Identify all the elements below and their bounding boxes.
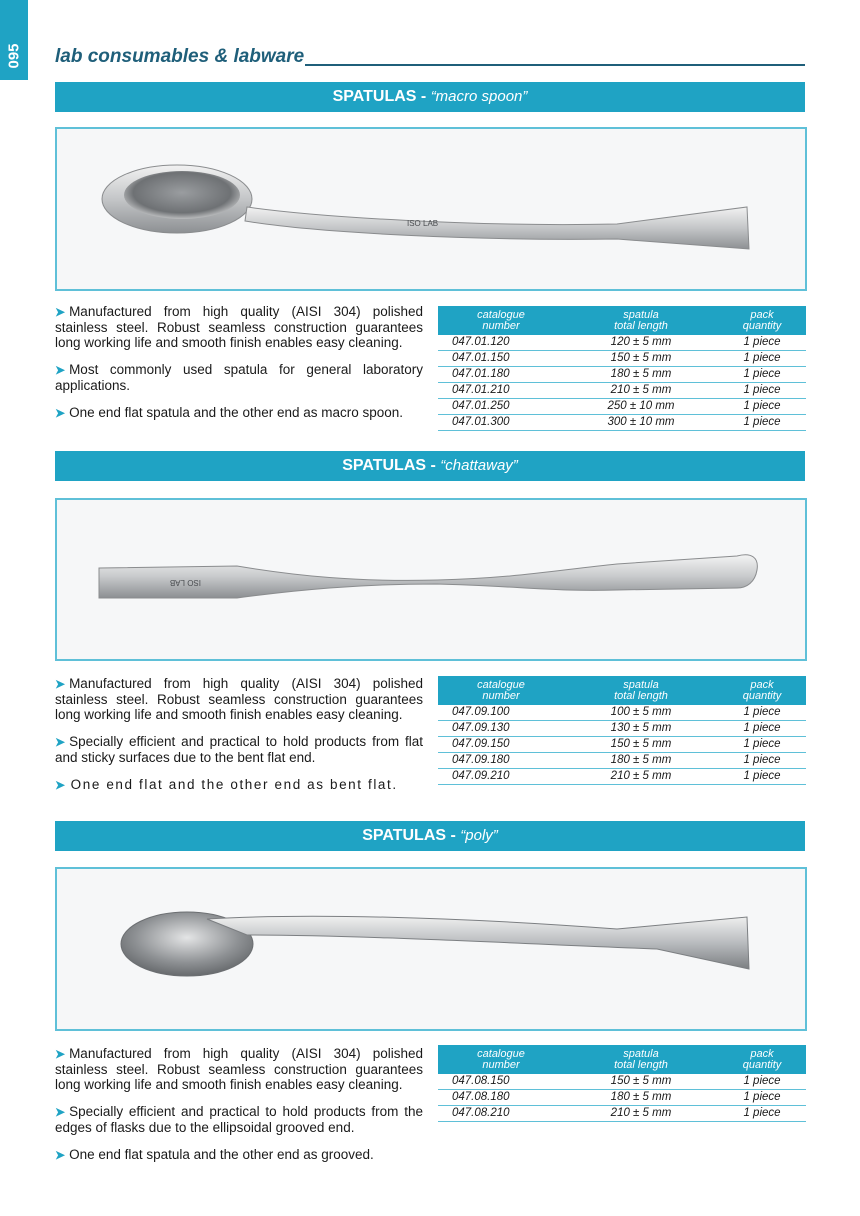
section-separator: - [416,88,431,105]
bullet-arrow-icon: ➤ [55,778,67,792]
bullet-arrow-icon: ➤ [55,406,66,420]
header-catalogue: catalogue number [438,1045,564,1074]
engraving-text: ISO LAB [169,578,201,587]
table-header-row [438,676,806,705]
header-length: spatula total length [564,306,718,335]
table-row: 047.09.180 180 ± 5 mm 1 piece [438,753,806,769]
section-name: SPATULAS [332,88,417,105]
section-heading-poly [55,821,805,851]
table-row: 047.08.180 180 ± 5 mm 1 piece [438,1090,806,1106]
header-pack: pack quantity [718,676,806,705]
product-photo-poly [55,867,807,1031]
spec-table-macro-spoon [438,306,806,431]
header-pack: pack quantity [718,306,806,335]
feature-item: ➤ Most commonly used spatula for general laboratory applications. [55,362,423,393]
chattaway-spatula-illustration [57,500,805,659]
table-row: 047.01.300 300 ± 10 mm 1 piece [438,415,806,431]
feature-item: ➤ Manufactured from high quality (AISI 304) polished stainless steel. Robust seamless construction guarantees long working life and smooth finish enables easy cleaning. [55,304,423,350]
bullet-arrow-icon: ➤ [55,1148,66,1162]
feature-list-macro-spoon [55,304,423,433]
bullet-arrow-icon: ➤ [55,735,66,749]
table-header-row [438,306,806,335]
section-variant: “poly” [460,827,498,844]
section-separator: - [446,827,461,844]
table-row: 047.09.210 210 ± 5 mm 1 piece [438,769,806,785]
table-row: 047.09.130 130 ± 5 mm 1 piece [438,721,806,737]
section-variant: “macro spoon” [430,88,528,105]
spec-table-chattaway [438,676,806,785]
feature-item: ➤ Specially efficient and practical to hold products from flat and sticky surfaces due to the bent flat end. [55,734,423,765]
feature-item: ➤ Manufactured from high quality (AISI 304) polished stainless steel. Robust seamless construction guarantees long working life and smooth finish enables easy cleaning. [55,1046,423,1092]
header-length: spatula total length [564,676,718,705]
table-row: 047.08.210 210 ± 5 mm 1 piece [438,1106,806,1122]
poly-spatula-illustration [57,869,805,1029]
bullet-arrow-icon: ➤ [55,1047,66,1061]
feature-item: ➤ One end flat and the other end as bent flat. [55,777,398,792]
section-separator: - [426,457,441,474]
product-photo-chattaway [55,498,807,661]
bullet-arrow-icon: ➤ [55,363,66,377]
table-row: 047.01.150 150 ± 5 mm 1 piece [438,351,806,367]
section-name: SPATULAS [362,827,447,844]
header-catalogue: catalogue number [438,676,564,705]
table-row: 047.01.250 250 ± 10 mm 1 piece [438,399,806,415]
table-row: 047.09.100 100 ± 5 mm 1 piece [438,705,806,721]
feature-item: ➤ Manufactured from high quality (AISI 304) polished stainless steel. Robust seamless construction guarantees long working life and smooth finish enables easy cleaning. [55,676,423,722]
header-length: spatula total length [564,1045,718,1074]
feature-list-poly [55,1046,423,1175]
feature-item: ➤ One end flat spatula and the other end as grooved. [55,1147,374,1162]
feature-item: ➤ One end flat spatula and the other end as macro spoon. [55,405,404,420]
table-row: 047.01.180 180 ± 5 mm 1 piece [438,367,806,383]
macro-spoon-illustration [57,129,805,289]
section-heading-chattaway [55,451,805,481]
page-title: lab consumables & labware [55,46,305,67]
spec-table-poly [438,1045,806,1122]
table-row: 047.08.150 150 ± 5 mm 1 piece [438,1074,806,1090]
bullet-arrow-icon: ➤ [55,677,66,691]
feature-item: ➤ Specially efficient and practical to hold products from the edges of flasks due to the ellipsoidal grooved end. [55,1104,423,1135]
product-photo-macro-spoon [55,127,807,291]
section-name: SPATULAS [342,457,427,474]
bullet-arrow-icon: ➤ [55,1105,66,1119]
title-rule [305,64,805,66]
section-variant: “chattaway” [440,457,518,474]
feature-list-chattaway [55,676,423,805]
table-row: 047.01.210 210 ± 5 mm 1 piece [438,383,806,399]
header-pack: pack quantity [718,1045,806,1074]
table-row: 047.09.150 150 ± 5 mm 1 piece [438,737,806,753]
engraving-text: ISO LAB [407,219,439,228]
bullet-arrow-icon: ➤ [55,305,66,319]
table-row: 047.01.120 120 ± 5 mm 1 piece [438,335,806,351]
table-header-row [438,1045,806,1074]
section-heading-macro-spoon [55,82,805,112]
header-catalogue: catalogue number [438,306,564,335]
page-number: 095 [5,43,23,69]
